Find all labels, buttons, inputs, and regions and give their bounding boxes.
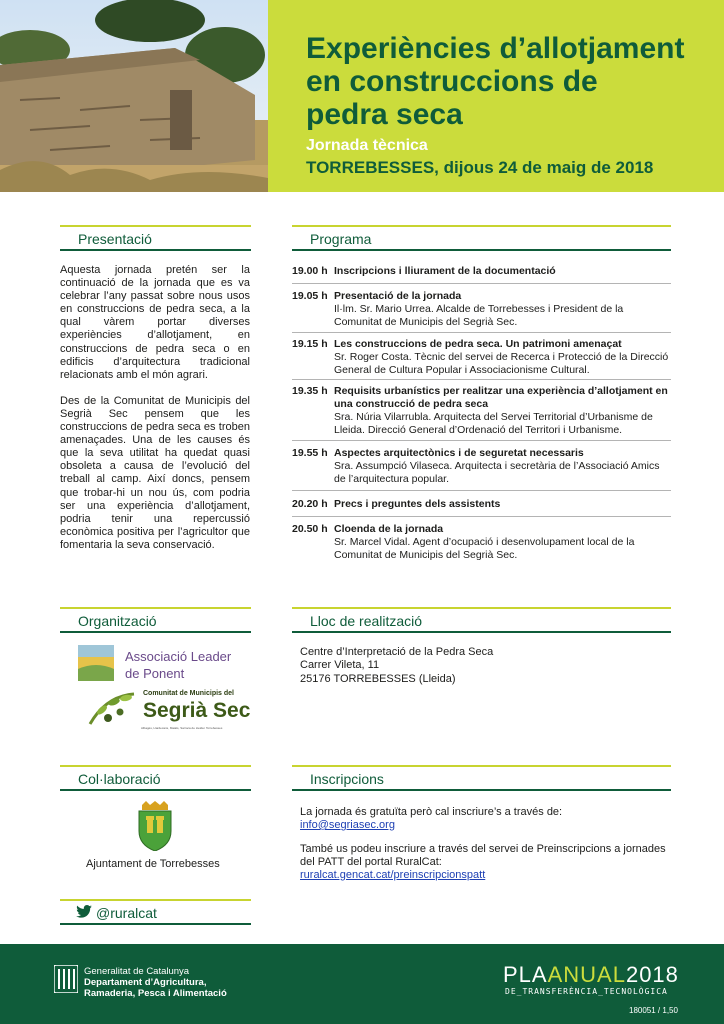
email-link[interactable]: info@segriasec.org xyxy=(300,819,395,831)
program-time: 20.20 h xyxy=(292,498,328,510)
program-time: 19.35 h xyxy=(292,385,328,397)
venue-address xyxy=(300,646,493,686)
address-line: 25176 TORREBESSES (Lleida) xyxy=(300,672,456,685)
program-time: 20.50 h xyxy=(292,523,328,535)
inscription-intro: La jornada és gratuïta però cal inscriure’s a través de: xyxy=(300,806,563,818)
twitter-icon xyxy=(76,905,92,921)
section-title: Inscripcions xyxy=(310,771,384,787)
section-title: Organització xyxy=(78,613,157,629)
program-desc: Sra. Assumpció Vilaseca. Arquitecta i secretària de l’Associació Amics de l’arquitectura popular. xyxy=(334,460,660,485)
page-title xyxy=(306,32,716,131)
section-header-programa xyxy=(292,225,671,251)
twitter-handle[interactable]: @ruralcat xyxy=(96,905,157,921)
program-title: Aspectes arquitectònics i de seguretat necessaris xyxy=(334,447,584,459)
section-header-presentacio xyxy=(60,225,251,251)
document-code: 180051 / 1,50 xyxy=(629,1006,678,1015)
segria-logo-top: Comunitat de Municipis del xyxy=(143,690,235,697)
divider xyxy=(292,283,671,284)
address-line: Centre d’Interpretació de la Pedra Seca xyxy=(300,646,494,658)
inscription-alt-line: També us podeu inscriure a través del servei de Preinscripcions a jornades xyxy=(300,843,666,855)
gov-line: Generalitat de Catalunya xyxy=(84,966,190,977)
divider xyxy=(292,332,671,333)
title-line: Experiències d’allotjament xyxy=(306,32,685,65)
program-desc: Sr. Marcel Vidal. Agent d’ocupació i desenvolupament local de la Comunitat de Municipis del Segrià Sec. xyxy=(334,536,635,561)
program-desc: Sr. Roger Costa. Tècnic del servei de Recerca i Protecció de la Direcció General de Cultura Popular i Associacionisme Cultural. xyxy=(334,351,669,376)
section-title: Programa xyxy=(310,231,372,247)
presentacio-text xyxy=(60,264,250,565)
anual-word: ANUAL xyxy=(547,962,626,987)
collaborator-name: Ajuntament de Torrebesses xyxy=(86,858,220,870)
section-header-lloc xyxy=(292,607,671,633)
paragraph: Aquesta jornada pretén ser la continuació de la jornada que es va celebrar l’any passat sobre nous usos en construccions de pedra seca, a la qual vàrem portar diverses experiències d’allotjament, en construccions de pedra seca o en edificis d’arquitectura tradicional relacionats amb el món agrari. xyxy=(60,264,250,381)
pla-year: 2018 xyxy=(625,962,679,987)
ruralcat-link[interactable]: ruralcat.gencat.cat/preinscripcionspatt xyxy=(300,869,486,881)
program-time: 19.15 h xyxy=(292,338,328,350)
address-line: Carrer Vileta, 11 xyxy=(300,659,380,672)
leader-ponent-logo-text xyxy=(125,648,231,682)
section-header-organitzacio xyxy=(60,607,251,633)
segria-logo-small: Albagés, Llardecans, Maials, Sarroca de Lleida i Torrebesses xyxy=(141,726,223,730)
program-time: 19.00 h xyxy=(292,265,328,277)
gov-line: Ramaderia, Pesca i Alimentació xyxy=(84,988,227,999)
program-desc: Sra. Núria Vilarrubla. Arquitecta del Servei Territorial d’Urbanisme de Lleida. Direcció General d’Ordenació del Territori i Urbanisme. xyxy=(334,411,653,436)
section-header-collaboracio xyxy=(60,765,251,791)
program-title: Inscripcions i lliurament de la documentació xyxy=(334,265,556,277)
paragraph: Des de la Comunitat de Municipis del Segrià Sec pensem que les construccions de pedra seca es troben amenaçades. Una de les causes és que la seva utilitat ha quedat quasi obsoleta a causa de l’evolució del treball al camp. Així doncs, pensem que trobar-hi un nou ús, com podria ser una experiència d’allotjament, podria tenir una repercussió econòmica positiva per l’agricultor que fomentaria la seva conservació. xyxy=(60,394,250,551)
divider xyxy=(292,440,671,441)
event-subtitle: Jornada tècnica xyxy=(306,137,428,154)
inscription-alt-line: del PATT del portal RuralCat: xyxy=(300,856,442,868)
divider xyxy=(292,490,671,491)
generalitat-logo-icon xyxy=(54,965,78,993)
section-header-inscripcions xyxy=(292,765,671,791)
divider xyxy=(292,379,671,380)
logo-line: Associació Leader xyxy=(125,649,232,664)
program-title: Presentació de la jornada xyxy=(334,290,462,302)
program-title: Cloenda de la jornada xyxy=(334,523,444,535)
section-title: Lloc de realització xyxy=(310,613,423,629)
section-title: Presentació xyxy=(78,231,152,247)
program-title: Precs i preguntes dels assistents xyxy=(334,498,501,510)
program-title: Requisits urbanístics per realitzar una experiència d’allotjament en una construcció de pedra seca xyxy=(334,385,668,410)
gov-line: Departament d’Agricultura, xyxy=(84,977,207,988)
divider xyxy=(292,516,671,517)
segria-sec-logo-mark xyxy=(86,688,140,730)
leader-ponent-logo-mark xyxy=(78,645,114,681)
title-line: pedra seca xyxy=(306,98,463,131)
section-title: Col·laboració xyxy=(78,771,161,787)
program-title: Les construccions de pedra seca. Un patrimoni amenaçat xyxy=(334,338,622,350)
pla-word: PLA xyxy=(503,962,548,987)
title-line: en construccions de xyxy=(306,65,598,98)
program-time: 19.05 h xyxy=(292,290,328,302)
twitter-block xyxy=(60,899,251,925)
pla-subtitle: DE_TRANSFERÈNCIA_TECNOLÒGICA xyxy=(505,987,668,996)
logo-line: de Ponent xyxy=(125,666,185,681)
segria-logo-main: Segrià Sec xyxy=(143,699,251,722)
program-desc: Il·lm. Sr. Mario Urrea. Alcalde de Torrebesses i President de la Comunitat de Municipis del Segrià Sec. xyxy=(334,303,624,328)
header-photo xyxy=(0,0,268,192)
event-date-place: TORREBESSES, dijous 24 de maig de 2018 xyxy=(306,158,654,177)
pla-anual-logo xyxy=(503,962,679,988)
coat-of-arms-icon xyxy=(136,801,174,851)
program-time: 19.55 h xyxy=(292,447,328,459)
